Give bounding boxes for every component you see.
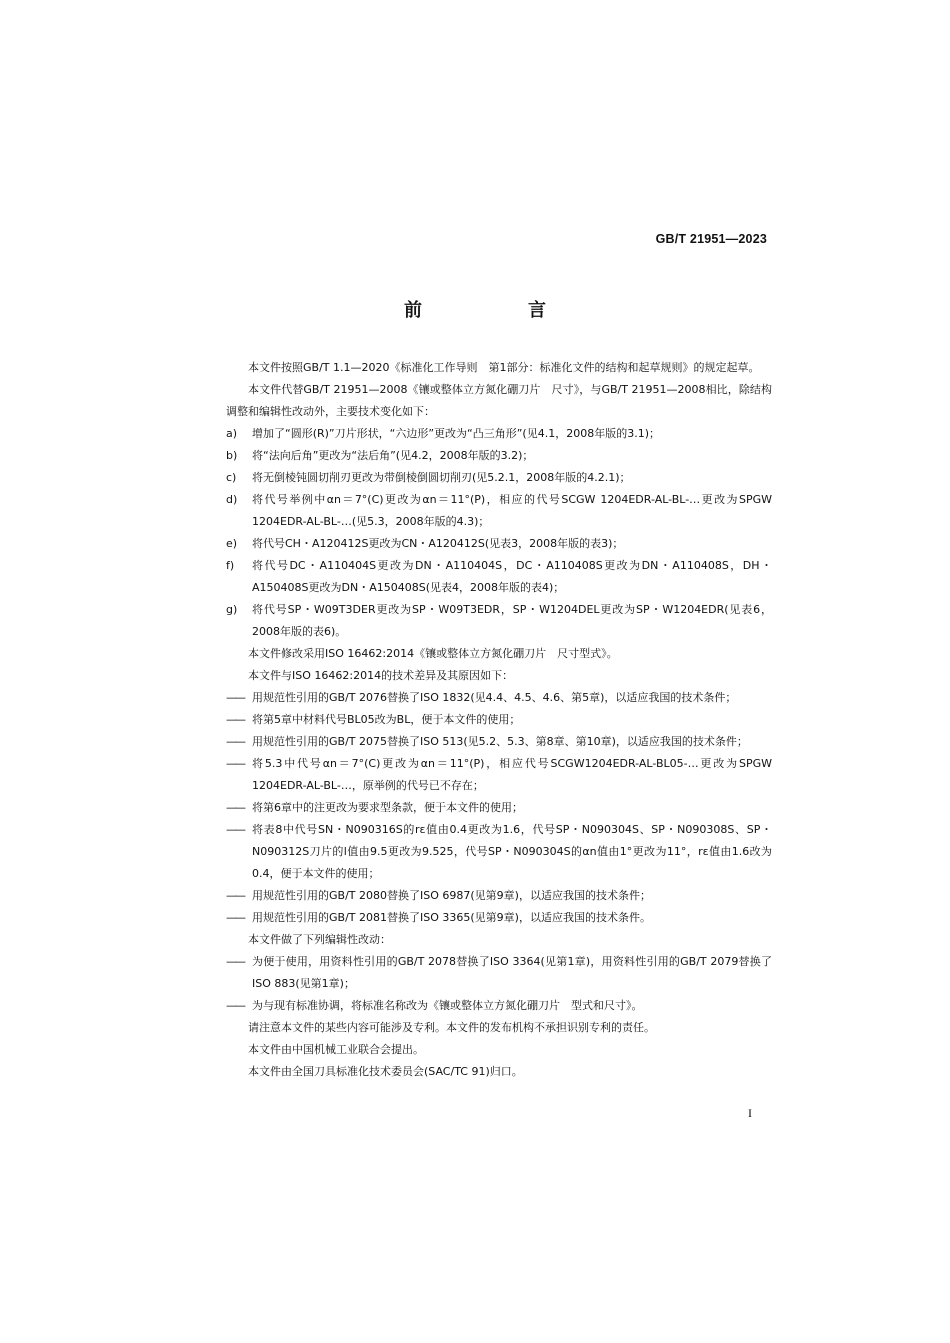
list-text: 将5.3中代号αn＝7°(C)更改为αn＝11°(P)，相应代号SCGW1204EDR-AL-BL05-…更改为SPGW 1204EDR-AL-BL-…，原举例的代号已不存在； <box>252 757 772 792</box>
list-text: 用规范性引用的GB/T 2081替换了ISO 3365(见第9章)，以适应我国的技术条件。 <box>252 911 651 924</box>
list-marker: —— <box>226 735 244 748</box>
paragraph-editorial-intro: 本文件做了下列编辑性改动： <box>248 933 391 946</box>
list-item <box>226 907 772 929</box>
paragraph-technical-committee: 本文件由全国刀具标准化技术委员会(SAC/TC 91)归口。 <box>248 1065 523 1078</box>
technical-changes-list <box>226 423 772 643</box>
list-marker: —— <box>226 757 244 770</box>
list-text: 将第6章中的注更改为要求型条款，便于本文件的使用； <box>252 801 523 814</box>
list-text: 为与现有标准协调，将标准名称改为《镶或整体立方氮化硼刀片 型式和尺寸》。 <box>252 999 643 1012</box>
list-marker: —— <box>226 823 244 836</box>
list-marker: —— <box>226 691 244 704</box>
list-item <box>226 533 772 555</box>
list-text: 将代号CH・A120412S更改为CN・A120412S(见表3，2008年版的表3)； <box>252 537 624 550</box>
list-item <box>226 489 772 533</box>
list-marker: —— <box>226 713 244 726</box>
list-text: 将代号举例中αn＝7°(C)更改为αn＝11°(P)，相应的代号SCGW 1204EDR-AL-BL-…更改为SPGW 1204EDR-AL-BL-…(见5.3，2008年版的4.3)； <box>252 493 772 528</box>
list-item <box>226 445 772 467</box>
technical-differences-list <box>226 687 772 929</box>
list-item <box>226 687 772 709</box>
list-text: 用规范性引用的GB/T 2080替换了ISO 6987(见第9章)，以适应我国的技术条件； <box>252 889 651 902</box>
list-marker: g) <box>226 603 238 616</box>
list-marker: —— <box>226 955 244 968</box>
paragraph-drafting-rules: 本文件按照GB/T 1.1—2020《标准化工作导则 第1部分：标准化文件的结构和起草规则》的规定起草。 <box>248 361 760 374</box>
list-marker: a) <box>226 427 238 440</box>
list-item <box>226 885 772 907</box>
standard-number: GB/T 21951—2023 <box>655 232 767 246</box>
page-title: 前 言 <box>404 300 590 321</box>
list-text: 将“法向后角”更改为“法后角”(见4.2，2008年版的3.2)； <box>252 449 534 462</box>
page-number: I <box>748 1106 752 1120</box>
list-text: 将代号SP・W09T3DER更改为SP・W09T3EDR，SP・W1204DEL更改为SP・W1204EDR(见表6，2008年版的表6)。 <box>252 603 772 638</box>
list-marker: f) <box>226 559 235 572</box>
list-item <box>226 731 772 753</box>
document-body <box>226 357 772 1083</box>
paragraph-differences-intro: 本文件与ISO 16462:2014的技术差异及其原因如下： <box>248 669 514 682</box>
list-text: 用规范性引用的GB/T 2075替换了ISO 513(见5.2、5.3、第8章、第10章)，以适应我国的技术条件； <box>252 735 748 748</box>
list-marker: —— <box>226 801 244 814</box>
list-text: 为便于使用，用资料性引用的GB/T 2078替换了ISO 3364(见第1章)，用资料性引用的GB/T 2079替换了ISO 883(见第1章)； <box>252 955 772 990</box>
list-item <box>226 819 772 885</box>
editorial-changes-list <box>226 951 772 1017</box>
list-text: 增加了“圆形(R)”刀片形状，“六边形”更改为“凸三角形”(见4.1，2008年版的3.1)； <box>252 427 660 440</box>
paragraph-patent-notice: 请注意本文件的某些内容可能涉及专利。本文件的发布机构不承担识别专利的责任。 <box>248 1021 655 1034</box>
list-text: 用规范性引用的GB/T 2076替换了ISO 1832(见4.4、4.5、4.6、第5章)，以适应我国的技术条件； <box>252 691 737 704</box>
list-text: 将表8中代号SN・N090316S的rε值由0.4更改为1.6，代号SP・N090304S、SP・N090308S、SP・N090312S刀片的l值由9.5更改为9.525，代号SP・N090304S的αn值由1°更改为11°，rε值由1.6改为0.4，便于本文件的使用； <box>252 823 772 880</box>
list-item <box>226 797 772 819</box>
list-item <box>226 951 772 995</box>
list-item <box>226 709 772 731</box>
list-marker: e) <box>226 537 238 550</box>
list-text: 将无倒棱钝圆切削刃更改为带倒棱倒圆切削刃(见5.2.1，2008年版的4.2.1)； <box>252 471 631 484</box>
list-marker: —— <box>226 999 244 1012</box>
paragraph-proposer: 本文件由中国机械工业联合会提出。 <box>248 1043 424 1056</box>
list-item <box>226 995 772 1017</box>
paragraph-replaces: 本文件代替GB/T 21951—2008《镶或整体立方氮化硼刀片 尺寸》，与GB/T 21951—2008相比，除结构调整和编辑性改动外，主要技术变化如下： <box>226 383 772 418</box>
list-marker: d) <box>226 493 238 506</box>
list-item <box>226 753 772 797</box>
list-item <box>226 423 772 445</box>
list-item <box>226 555 772 599</box>
list-text: 将代号DC・A110404S更改为DN・A110404S，DC・A110408S更改为DN・A110408S，DH・A150408S更改为DN・A150408S(见表4，2008年版的表4)； <box>252 559 772 594</box>
paragraph-iso-adoption: 本文件修改采用ISO 16462:2014《镶或整体立方氮化硼刀片 尺寸型式》。 <box>248 647 618 660</box>
list-text: 将第5章中材料代号BL05改为BL，便于本文件的使用； <box>252 713 521 726</box>
list-marker: b) <box>226 449 238 462</box>
list-item <box>226 467 772 489</box>
list-item <box>226 599 772 643</box>
list-marker: —— <box>226 911 244 924</box>
list-marker: c) <box>226 471 237 484</box>
list-marker: —— <box>226 889 244 902</box>
